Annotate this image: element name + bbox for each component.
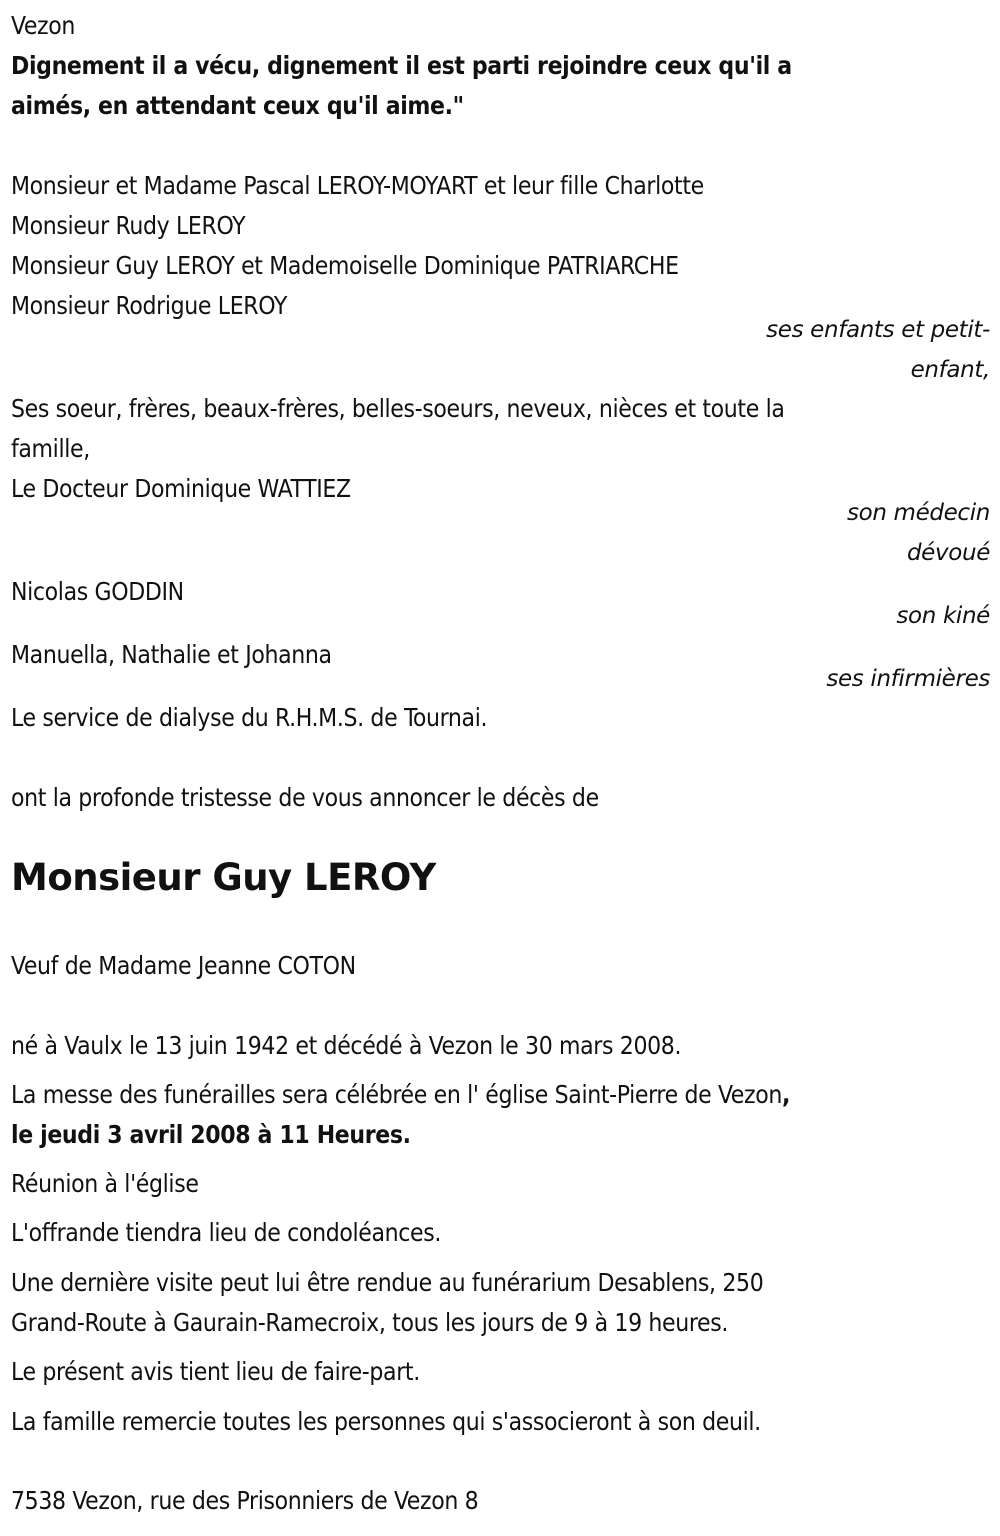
funeral-mass-line-1 (11, 1075, 790, 1115)
doctor-name: Le Docteur Dominique WATTIEZ (11, 474, 351, 503)
funeral-mass-datetime: le jeudi 3 avril 2008 à 11 Heures. (11, 1120, 411, 1149)
visit-line-2: Grand-Route à Gaurain-Ramecroix, tous les jours de 9 à 19 heures. (11, 1308, 729, 1337)
thanks-text: La famille remercie toutes les personnes qui s'associeront à son deuil. (11, 1407, 761, 1436)
widower-of: Veuf de Madame Jeanne COTON (11, 951, 356, 980)
family-address: 7538 Vezon, rue des Prisonniers de Vezon 8 (11, 1486, 479, 1515)
gathering-info: Réunion à l'église (11, 1169, 199, 1198)
dialysis-service: Le service de dialyse du R.H.M.S. de Tournai. (11, 703, 488, 732)
family-member-1: Monsieur et Madame Pascal LEROY-MOYART et leur fille Charlotte (11, 171, 704, 200)
doctor-role-line-1: son médecin (846, 500, 990, 526)
quote-line-1: Dignement il a vécu, dignement il est parti rejoindre ceux qu'il a (11, 51, 792, 80)
funeral-mass-text: La messe des funérailles sera célébrée en l' église Saint-Pierre de Vezon (11, 1080, 782, 1109)
family-member-2: Monsieur Rudy LEROY (11, 211, 246, 240)
quote-line-2: aimés, en attendant ceux qu'il aime." (11, 91, 464, 120)
children-role-line-1: ses enfants et petit- (766, 317, 990, 343)
kine-role: son kiné (896, 603, 990, 629)
birth-death-dates: né à Vaulx le 13 juin 1942 et décédé à Vezon le 30 mars 2008. (11, 1031, 682, 1060)
children-role-line-2: enfant, (910, 357, 990, 383)
funeral-mass-comma: , (781, 1080, 790, 1109)
notice-text: Le présent avis tient lieu de faire-part. (11, 1357, 420, 1386)
family-member-4: Monsieur Rodrigue LEROY (11, 291, 288, 320)
town-name: Vezon (11, 11, 76, 40)
siblings-line-1: Ses soeur, frères, beaux-frères, belles-soeurs, neveux, nièces et toute la (11, 394, 785, 423)
visit-line-1: Une dernière visite peut lui être rendue au funérarium Desablens, 250 (11, 1268, 764, 1297)
family-member-3: Monsieur Guy LEROY et Mademoiselle Dominique PATRIARCHE (11, 251, 679, 280)
siblings-line-2: famille, (11, 434, 90, 463)
announcement-intro: ont la profonde tristesse de vous annoncer le décès de (11, 783, 599, 812)
offering-info: L'offrande tiendra lieu de condoléances. (11, 1218, 442, 1247)
kine-name: Nicolas GODDIN (11, 577, 184, 606)
nurses-names: Manuella, Nathalie et Johanna (11, 640, 332, 669)
doctor-role-line-2: dévoué (906, 540, 990, 566)
nurses-role: ses infirmières (826, 666, 990, 692)
deceased-name: Monsieur Guy LEROY (11, 856, 436, 899)
